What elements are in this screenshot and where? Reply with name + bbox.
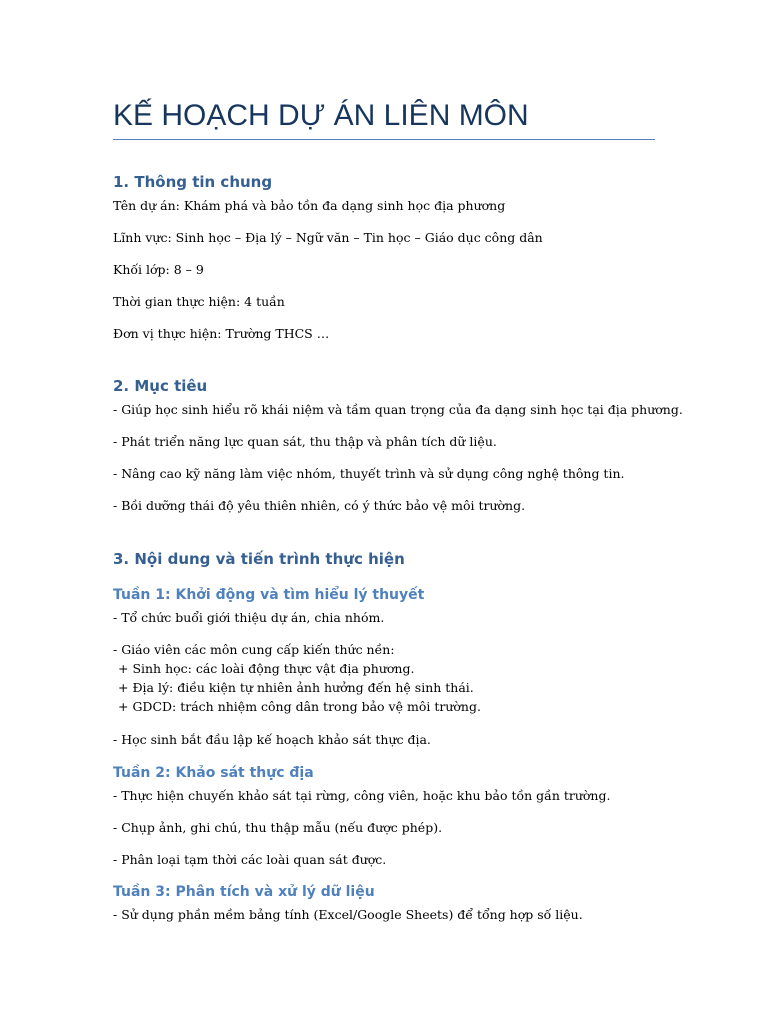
objective-item: - Giúp học sinh hiểu rõ khái niệm và tầm quan trọng của đa dạng sinh học tại địa phương. xyxy=(113,402,683,417)
field-line: Lĩnh vực: Sinh học – Địa lý – Ngữ văn – Tin học – Giáo dục công dân xyxy=(113,230,543,245)
grade-line: Khối lớp: 8 – 9 xyxy=(113,262,204,277)
week1-subitem: + Địa lý: điều kiện tự nhiên ảnh hưởng đến hệ sinh thái. xyxy=(118,680,474,695)
week1-heading: Tuần 1: Khởi động và tìm hiểu lý thuyết xyxy=(113,587,425,603)
week1-item: - Học sinh bắt đầu lập kế hoạch khảo sát thực địa. xyxy=(113,732,431,747)
week2-heading: Tuần 2: Khảo sát thực địa xyxy=(113,765,314,781)
week1-item: - Tổ chức buổi giới thiệu dự án, chia nhóm. xyxy=(113,610,385,625)
section-heading-general-info: 1. Thông tin chung xyxy=(113,173,273,191)
objective-item: - Phát triển năng lực quan sát, thu thập và phân tích dữ liệu. xyxy=(113,434,497,449)
project-name-line: Tên dự án: Khám phá và bảo tồn đa dạng sinh học địa phương xyxy=(113,198,506,213)
section-heading-content: 3. Nội dung và tiến trình thực hiện xyxy=(113,550,405,568)
objective-item: - Nâng cao kỹ năng làm việc nhóm, thuyết trình và sử dụng công nghệ thông tin. xyxy=(113,466,625,481)
week1-subitem: + GDCD: trách nhiệm công dân trong bảo vệ môi trường. xyxy=(118,699,481,714)
week2-item: - Thực hiện chuyến khảo sát tại rừng, công viên, hoặc khu bảo tồn gần trường. xyxy=(113,788,611,803)
document-title: KẾ HOẠCH DỰ ÁN LIÊN MÔN xyxy=(113,99,529,132)
week1-item: - Giáo viên các môn cung cấp kiến thức nền: xyxy=(113,642,395,657)
week1-subitem: + Sinh học: các loài động thực vật địa phương. xyxy=(118,661,415,676)
duration-line: Thời gian thực hiện: 4 tuần xyxy=(113,294,285,309)
week2-item: - Phân loại tạm thời các loài quan sát được. xyxy=(113,852,387,867)
title-underline xyxy=(113,139,655,140)
week3-item: - Sử dụng phần mềm bảng tính (Excel/Google Sheets) để tổng hợp số liệu. xyxy=(113,907,583,922)
school-line: Đơn vị thực hiện: Trường THCS … xyxy=(113,326,330,341)
week3-heading: Tuần 3: Phân tích và xử lý dữ liệu xyxy=(113,884,375,900)
objective-item: - Bồi dưỡng thái độ yêu thiên nhiên, có ý thức bảo vệ môi trường. xyxy=(113,498,526,513)
week2-item: - Chụp ảnh, ghi chú, thu thập mẫu (nếu được phép). xyxy=(113,820,443,835)
section-heading-objectives: 2. Mục tiêu xyxy=(113,377,208,395)
